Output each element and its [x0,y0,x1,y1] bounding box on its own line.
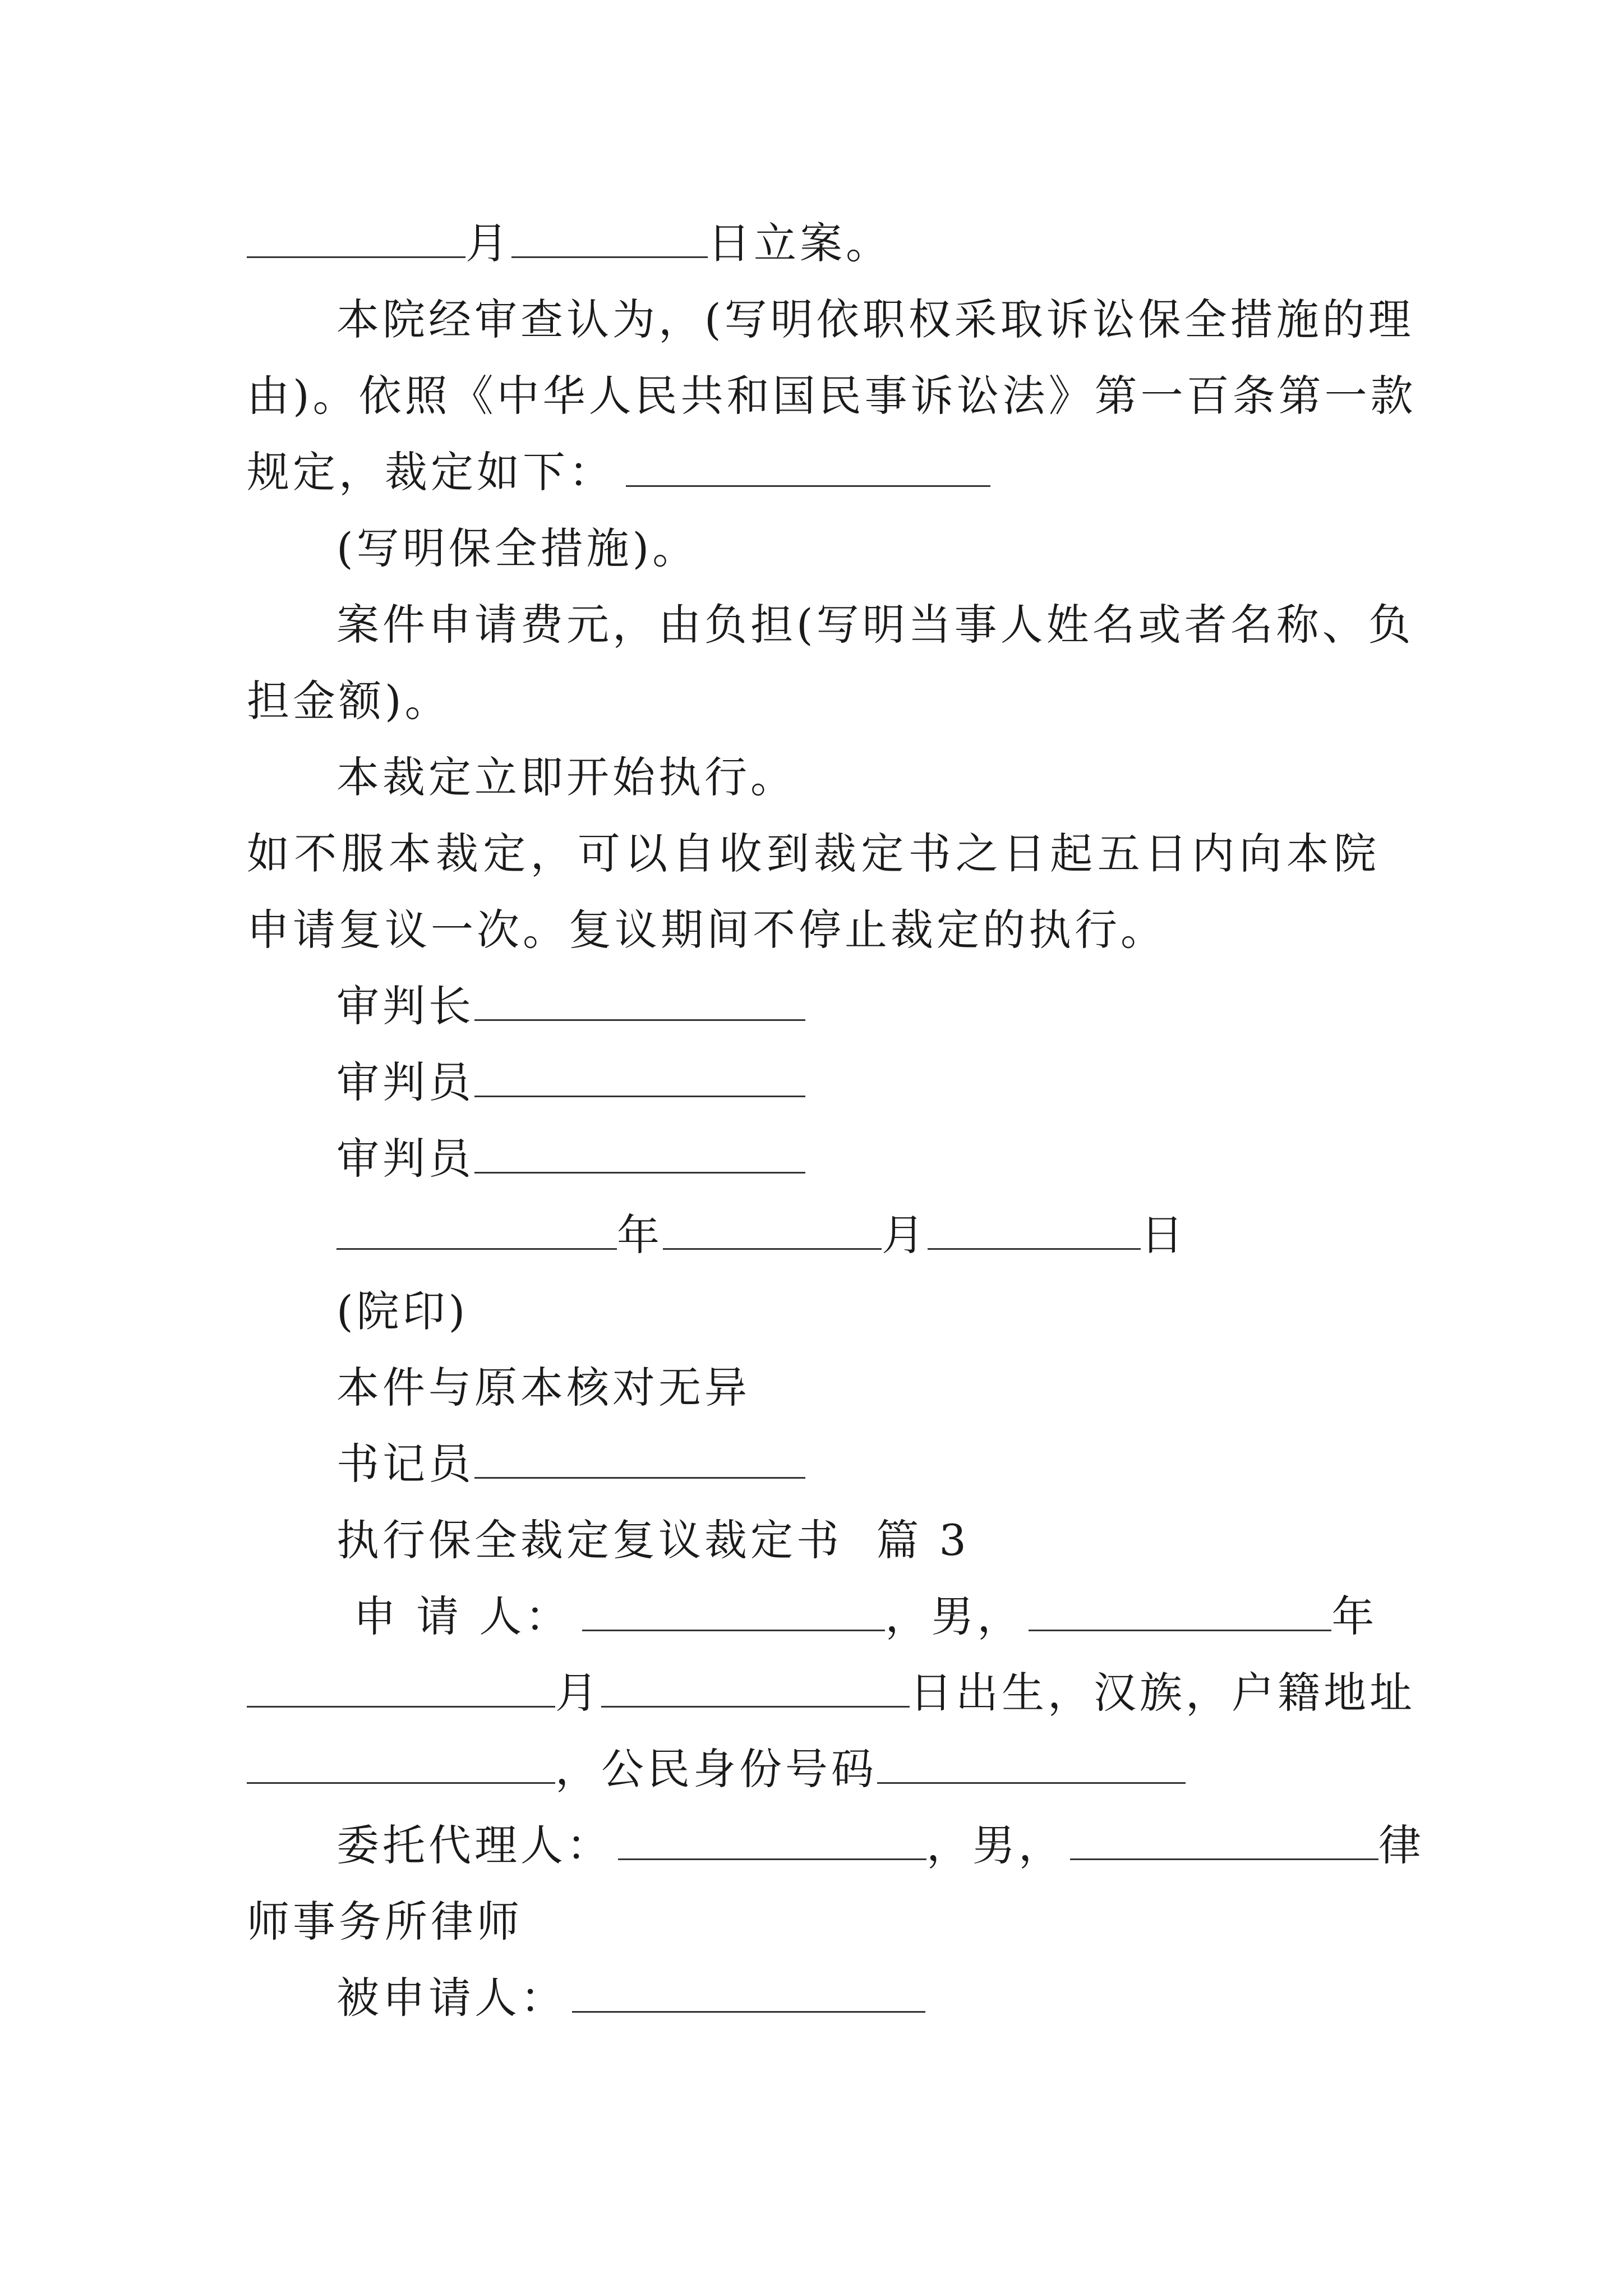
applicant-line-2 [247,1665,1415,1721]
judge-2-label: 审判员 [336,1134,474,1184]
blank-field [582,1590,885,1631]
blank-field [928,1209,1141,1250]
appeal-line-1: 如不服本裁定，可以自收到裁定书之日起五日内向本院 [247,829,1380,878]
blank-field [247,1667,555,1708]
blank-field [663,1209,882,1250]
blank-field [1070,1819,1378,1860]
filing-line [247,215,892,272]
judge-1-label: 审判员 [336,1057,474,1107]
chief-judge-label: 审判长 [336,981,474,1031]
verification-line: 本件与原本核对无异 [336,1363,750,1412]
effective-line: 本裁定立即开始执行。 [336,752,796,802]
agent-line-2: 师事务所律师 [247,1897,523,1947]
blank-field [247,1743,555,1784]
respondent-line [336,1970,925,2026]
agent-gender: ，男， [926,1820,1064,1870]
date-year-label: 年 [617,1210,663,1260]
applicant-line-3 [247,1741,1186,1797]
blank-field [247,217,465,258]
appeal-line-2: 申请复议一次。复议期间不停止裁定的执行。 [247,905,1166,955]
judge-1-line [336,1055,805,1111]
applicant-born: 日出生，汉族，户籍地址 [910,1668,1415,1718]
seal-line: (院印) [336,1286,469,1336]
blank-field [474,1056,805,1097]
chief-judge-line [336,978,805,1034]
blank-field [618,1819,926,1860]
applicant-line-1 [353,1589,1380,1645]
blank-field [511,217,708,258]
applicant-gender: ，男， [885,1591,1023,1641]
applicant-label: 申 请 人： [353,1591,571,1641]
blank-field [877,1743,1186,1784]
filing-month-label: 月 [465,218,511,268]
blank-field [336,1209,617,1250]
fee-line-2: 担金额)。 [247,676,451,726]
agent-lawyer-1: 律 [1378,1820,1424,1870]
agent-label: 委托代理人： [336,1820,612,1870]
applicant-year-label: 年 [1331,1591,1378,1641]
applicant-month-label: 月 [555,1668,601,1718]
filing-day-label: 日立案。 [708,218,892,268]
blank-field [572,1972,925,2013]
clerk-label: 书记员 [336,1439,474,1489]
date-day-label: 日 [1141,1210,1187,1260]
blank-field [474,1133,805,1174]
judge-2-line [336,1131,805,1187]
date-month-label: 月 [882,1210,928,1260]
respondent-label: 被申请人： [336,1973,566,2023]
agent-line-1 [336,1818,1424,1874]
blank-field [1029,1590,1331,1631]
blank-field [474,1438,805,1479]
blank-field [474,980,805,1021]
section-title: 执行保全裁定复议裁定书 篇 3 [336,1515,970,1565]
blank-field [601,1667,910,1708]
blank-field [626,446,990,487]
review-line-3 [247,444,990,500]
review-line-1: 本院经审查认为，(写明依职权采取诉讼保全措施的理 [336,295,1414,344]
applicant-id-label: ，公民身份号码 [555,1744,877,1794]
date-line [336,1207,1187,1263]
measures-line: (写明保全措施)。 [336,523,699,573]
clerk-line [336,1436,805,1492]
fee-line-1: 案件申请费元，由负担(写明当事人姓名或者名称、负 [336,600,1414,650]
review-line-3-text: 规定，裁定如下： [247,447,615,497]
review-line-2: 由)。依照《中华人民共和国民事诉讼法》第一百条第一款 [247,371,1417,421]
